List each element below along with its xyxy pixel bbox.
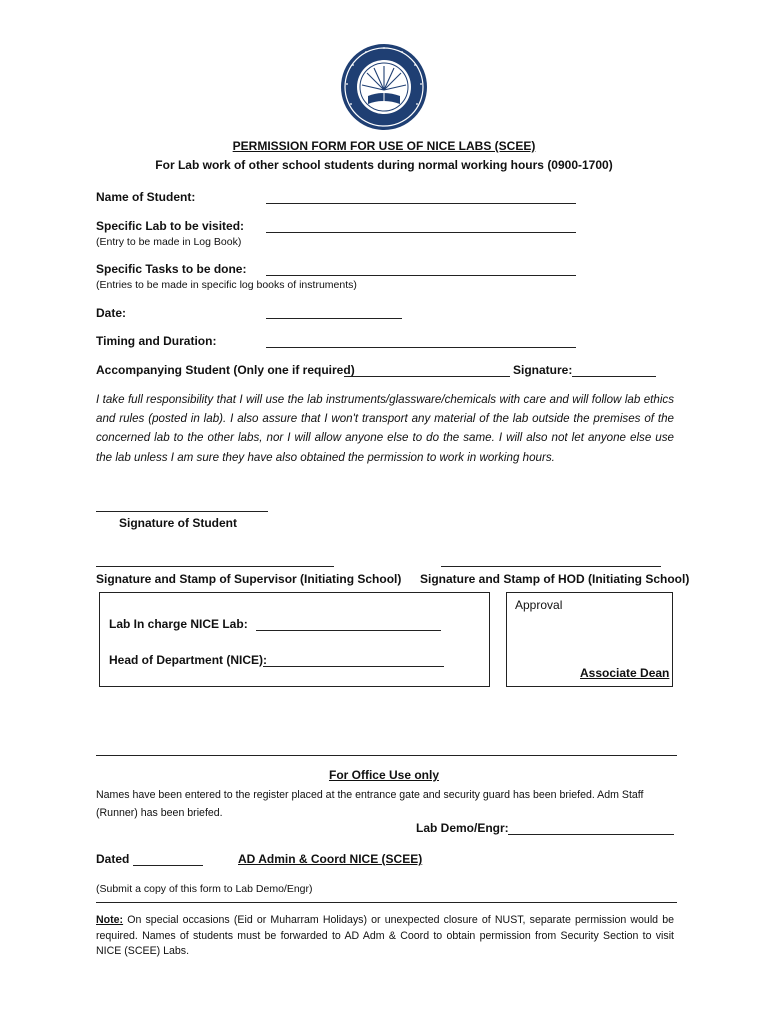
note-label: Note: — [96, 914, 124, 926]
specific-lab-label: Specific Lab to be visited: — [96, 219, 245, 233]
lab-incharge-field[interactable] — [256, 630, 441, 631]
supervisor-signature-line[interactable] — [96, 566, 334, 567]
special-occasions-note — [96, 913, 674, 960]
specific-tasks-label: Specific Tasks to be done: — [96, 262, 247, 276]
specific-lab-note: (Entry to be made in Log Book) — [96, 236, 242, 248]
declaration-paragraph: I take full responsibility that I will use the lab instruments/glassware/chemicals with care and will follow lab ethics and rules (posted in lab). I also assure that I won't transport any material of the lab outside the premises of the concerned lab to the other labs, nor I will allow anyone else to do the same. I will also not let anyone else use the lab unless I am sure they have also obtained the permission to work in working hours. — [96, 393, 674, 464]
note-text: On special occasions (Eid or Muharram Holidays) or unexpected closure of NUST, separate permission would be required. Names of students must be forwarded to AD Adm & Coord to obtain permission from Security Section to visit NICE (SCEE) Labs. — [96, 914, 674, 957]
date-label: Date: — [96, 306, 127, 320]
associate-dean-label: Associate Dean — [580, 666, 670, 680]
accompanying-signature-label: Signature: — [513, 363, 573, 377]
ad-admin-coord-label: AD Admin & Coord NICE (SCEE) — [238, 852, 423, 866]
specific-tasks-field[interactable] — [266, 275, 576, 276]
office-use-divider — [96, 755, 677, 756]
approval-label: Approval — [515, 598, 563, 612]
specific-lab-field[interactable] — [266, 232, 576, 233]
dated-label: Dated — [96, 852, 130, 866]
accompanying-signature-field[interactable] — [572, 376, 656, 377]
form-title: PERMISSION FORM FOR USE OF NICE LABS (SCEE) — [232, 139, 536, 153]
supervisor-signature-label: Signature and Stamp of Supervisor (Initiating School) — [96, 572, 402, 586]
university-seal-logo — [340, 40, 428, 134]
submit-copy-note: (Submit a copy of this form to Lab Demo/Engr) — [96, 883, 313, 895]
timing-duration-label: Timing and Duration: — [96, 334, 217, 348]
timing-duration-field[interactable] — [266, 347, 576, 348]
head-of-department-field[interactable] — [263, 666, 444, 667]
lab-demo-engr-field[interactable] — [508, 834, 674, 835]
hod-signature-label: Signature and Stamp of HOD (Initiating School) — [420, 572, 690, 586]
lab-incharge-label: Lab In charge NICE Lab: — [109, 617, 248, 631]
head-of-department-label: Head of Department (NICE): — [109, 653, 268, 667]
student-signature-line[interactable] — [96, 511, 268, 512]
lab-demo-engr-label: Lab Demo/Engr: — [416, 821, 509, 835]
nice-approval-box — [99, 592, 490, 687]
specific-tasks-note: (Entries to be made in specific log books of instruments) — [96, 279, 357, 291]
note-divider — [96, 902, 677, 903]
accompanying-student-label: Accompanying Student (Only one if required) — [96, 363, 355, 377]
form-subtitle: For Lab work of other school students during normal working hours (0900-1700) — [155, 158, 613, 172]
office-use-heading: For Office Use only — [328, 768, 440, 782]
accompanying-student-field[interactable] — [344, 376, 510, 377]
office-use-text: Names have been entered to the register placed at the entrance gate and security guard has been briefed. Adm Staff (Runner) has been briefed. — [96, 789, 644, 819]
name-of-student-field[interactable] — [266, 203, 576, 204]
date-field[interactable] — [266, 318, 402, 319]
name-of-student-label: Name of Student: — [96, 190, 196, 204]
signature-of-student-label: Signature of Student — [119, 516, 237, 530]
hod-signature-line[interactable] — [441, 566, 661, 567]
dated-field[interactable] — [133, 865, 203, 866]
